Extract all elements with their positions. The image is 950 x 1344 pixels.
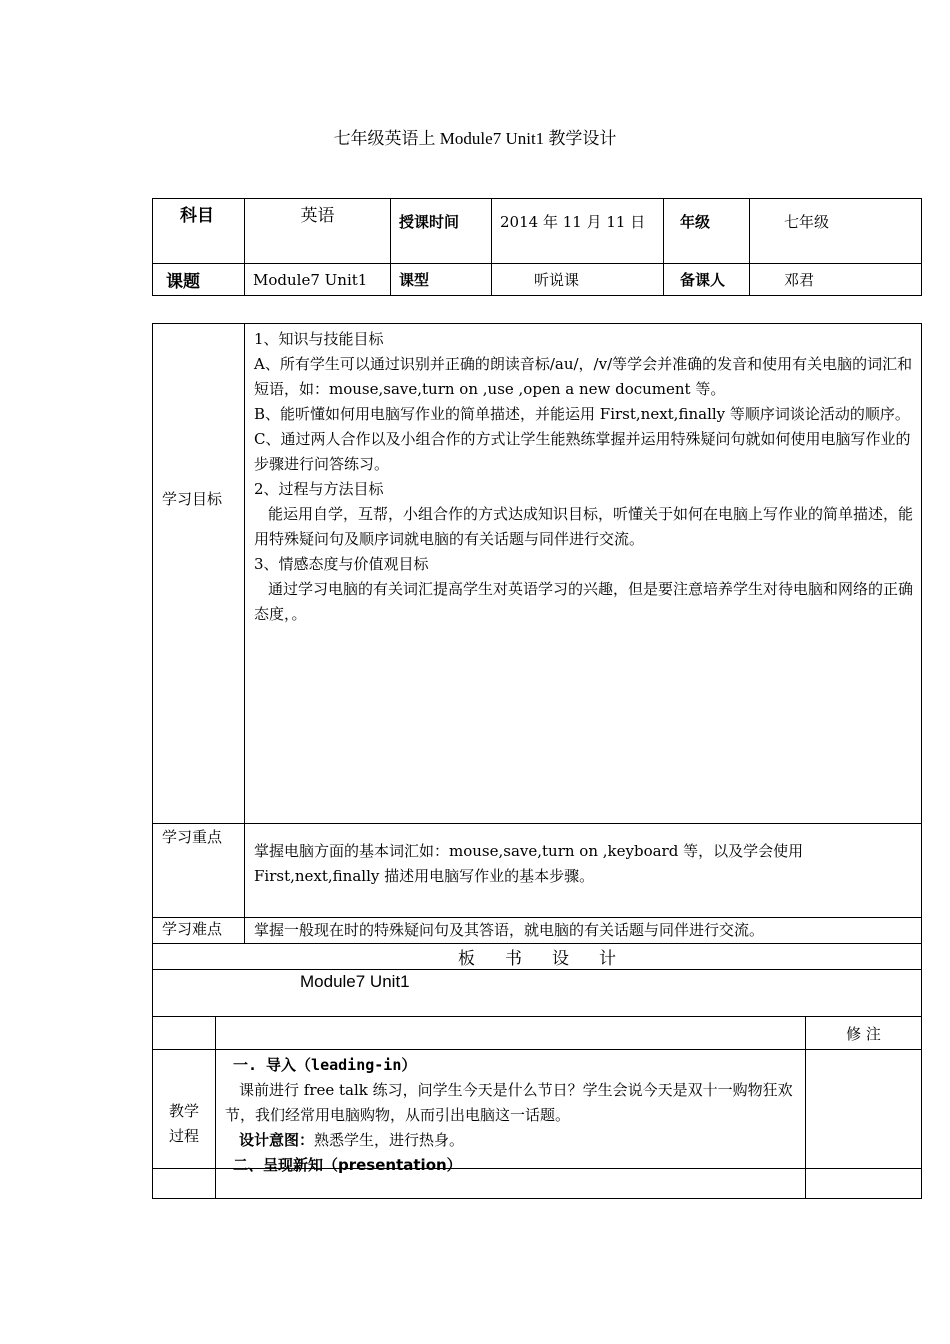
goal-line: 能运用自学，互帮，小组合作的方式达成知识目标，听懂关于如何在电脑上写作业的简单描述，能用特殊疑问句及顺序词就电脑的有关话题与同伴进行交流。 [254, 505, 914, 548]
key-points-text: 掌握电脑方面的基本词汇如：mouse,save,turn on ,keyboard 等，以及学会使用 First,next,finally 描述用电脑写作业的基本步骤。 [245, 824, 922, 918]
notes-cell [806, 1050, 922, 1199]
goals-label: 学习目标 [153, 324, 245, 824]
difficulties-text: 掌握一般现在时的特殊疑问句及其答语，就电脑的有关话题与同伴进行交流。 [245, 918, 922, 944]
process-header-empty [153, 1017, 216, 1050]
process-content [216, 1050, 806, 1199]
design-intent-text: 熟悉学生，进行热身。 [314, 1131, 465, 1149]
step1-text: 课前进行 free talk 练习，问学生今天是什么节日？学生会说今天是双十一购物狂欢节，我们经常用电脑购物，从而引出电脑这一话题。 [225, 1081, 793, 1124]
goal-line: C、通过两人合作以及小组合作的方式让学生能熟练掌握并运用特殊疑问句就如何使用电脑写作业的步骤进行问答练习。 [254, 430, 911, 473]
process-label-line: 过程 [168, 1127, 199, 1145]
type-value: 听说课 [492, 264, 664, 296]
board-content: Module7 Unit1 [153, 970, 922, 1169]
subject-value: 英语 [245, 199, 391, 264]
document-title: 七年级英语上 Module7 Unit1 教学设计 [333, 129, 617, 148]
teacher-value: 邓君 [750, 264, 922, 296]
grade-label: 年级 [664, 199, 750, 264]
teacher-label: 备课人 [664, 264, 750, 296]
process-label [153, 1050, 216, 1199]
goals-content [245, 324, 922, 824]
grade-value: 七年级 [750, 199, 922, 264]
time-value: 2014 年 11 月 11 日 [492, 199, 664, 264]
time-label: 授课时间 [391, 199, 492, 264]
process-label-line: 教学 [168, 1102, 199, 1120]
process-table [152, 1016, 922, 1199]
goal-line: 1、知识与技能目标 [254, 330, 384, 348]
key-points-label: 学习重点 [153, 824, 245, 918]
difficulties-label: 学习难点 [153, 918, 245, 944]
topic-label: 课题 [153, 264, 245, 296]
subject-label: 科目 [153, 199, 245, 264]
design-intent [225, 1128, 799, 1153]
board-header: 板书设计 [153, 944, 922, 970]
process-header-empty [216, 1017, 806, 1050]
goal-line: 2、过程与方法目标 [254, 480, 384, 498]
goal-line: 通过学习电脑的有关词汇提高学生对英语学习的兴趣，但是要注意培养学生对待电脑和网络的正确态度，。 [254, 580, 914, 623]
step1-title: 一. 导入（leading-in） [233, 1056, 417, 1074]
goal-line: B、能听懂如何用电脑写作业的简单描述，并能运用 First,next,finally 等顺序词谈论活动的顺序。 [254, 405, 910, 423]
design-intent-label: 设计意图： [239, 1131, 315, 1149]
goal-line: 3、情感态度与价值观目标 [254, 555, 429, 573]
notes-header: 修 注 [806, 1017, 922, 1050]
goal-line: A、所有学生可以通过识别并正确的朗读音标/au/，/v/等学会并准确的发音和使用有关电脑的词汇和短语，如：mouse,save,turn on ,use ,open a new document 等。 [254, 355, 913, 398]
topic-value: Module7 Unit1 [245, 264, 391, 296]
type-label: 课型 [391, 264, 492, 296]
lesson-info-table [152, 198, 922, 296]
step2-title: 二、呈现新知（presentation） [233, 1156, 462, 1174]
